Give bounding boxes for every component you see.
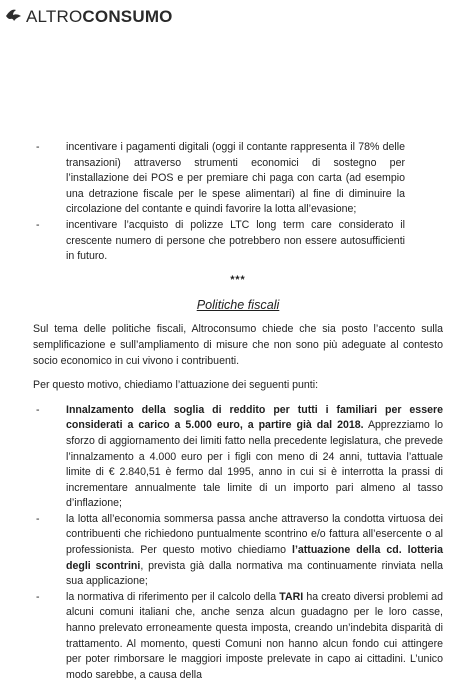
list-item-bold-text: l’attuazione della cd. lotteria degli scontrini — [66, 544, 443, 572]
list-dash: - — [36, 403, 40, 416]
list-dash: - — [36, 512, 40, 525]
list-item — [33, 512, 443, 590]
altroconsumo-logo — [4, 6, 173, 28]
logo-mark-icon — [4, 7, 24, 27]
list-item-text: Apprezziamo lo sforzo di aggiornamento dei limiti fatto nella precedente legislatura, che prevede l’innalzamento a 4.000 euro per i figli con meno di 24 anni, tuttavia l’attuale limite di € 2.840,51 è fermo dal 1995, anno in cui si è interrotta la prassi di incrementare annualmente tale limite di un importo pari almeno al tasso d’inflazione; — [66, 419, 443, 510]
fiscal-points-list — [33, 403, 443, 683]
section-separator: *** — [230, 273, 246, 286]
document-body — [33, 140, 443, 683]
list-item — [33, 403, 443, 512]
lead-paragraph: Per questo motivo, chiediamo l’attuazione dei seguenti punti: — [33, 379, 319, 392]
list-item-text: , prevista già dalla normativa ma continuamente rinviata nella sua applicazione; — [66, 559, 443, 588]
list-item-bold-text: Innalzamento della soglia di reddito per tutti i familiari per essere considerati a carico a 5.000 euro, a partire già dal 2018. — [66, 403, 443, 432]
list-dash: - — [36, 141, 40, 153]
incentives-list — [33, 140, 405, 265]
logo-wordmark-part2: CONSUMO — [82, 7, 173, 26]
logo-wordmark — [26, 7, 173, 27]
list-item-bold-text: TARI — [279, 590, 304, 603]
list-dash: - — [36, 218, 40, 231]
list-dash: - — [36, 590, 40, 603]
list-item — [33, 590, 443, 683]
list-item — [33, 140, 405, 218]
list-item-text: la lotta all’economia sommersa passa anche attraverso la condotta virtuosa dei contribuenti che richiedono puntualmente scontrino e/o fattura all’esercente o al professionista. Per questo motivo chiediamo — [66, 512, 443, 557]
intro-paragraph: Sul tema delle politiche fiscali, Altroconsumo chiede che sia posto l’accento sulla semplificazione e sull’ampliamento di misure che non sono più adeguate al contesto socio economico in cui vivono i contribuenti. — [33, 323, 443, 367]
section-title: Politiche fiscali — [196, 298, 280, 313]
list-item-text: incentivare i pagamenti digitali (oggi il contante rappresenta il 78% delle transazioni) attraverso strumenti economici di sostegno per l’installazione dei POS e per premiare chi paga con carta (ad esempio una detrazione fiscale per le spese alimentari) al fine di diminuire la circolazione del contante e quindi favorire la lotta all’evasione; — [66, 141, 405, 216]
list-item-text: incentivare l’acquisto di polizze LTC long term care considerato il crescente numero di persone che potrebbero non essere autosufficienti in futuro. — [66, 218, 405, 263]
list-item-text: la normativa di riferimento per il calcolo della — [66, 590, 280, 603]
list-item-text: ha creato diversi problemi ad alcuni comuni italiani che, anche senza alcun guadagno per le loro casse, hanno prelevato erroneamente questa imposta, creando un’indebita disparità di trattamento. Al momento, questi Comuni non hanno alcun fondo cui attingere per poter rimborsare le maggiori imposte prelevate in capo ai cittadini. L’unico modo sarebbe, a causa della — [66, 590, 444, 681]
logo-wordmark-part1: ALTRO — [26, 7, 83, 26]
list-item — [33, 218, 405, 265]
